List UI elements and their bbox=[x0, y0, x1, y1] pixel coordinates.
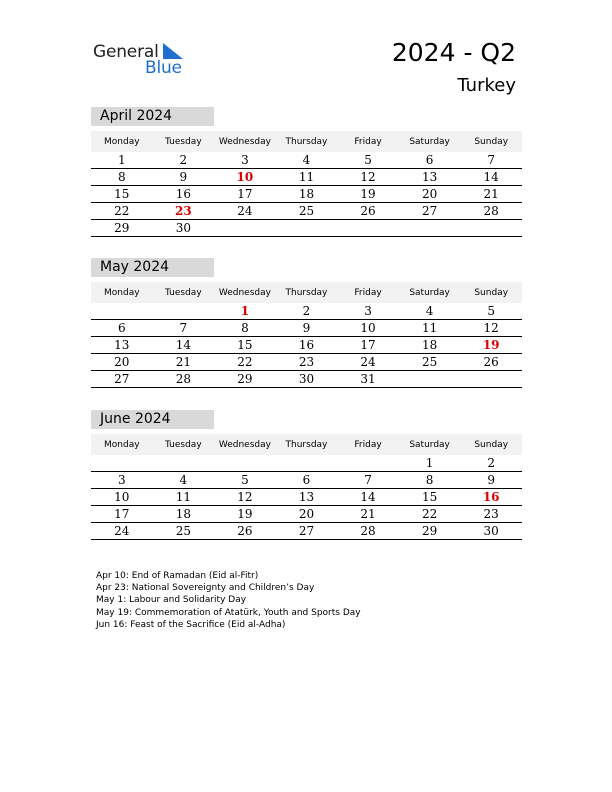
day-cell: 1 bbox=[91, 152, 153, 169]
day-cell: 14 bbox=[337, 489, 399, 506]
day-cell: 5 bbox=[337, 152, 399, 169]
day-cell: 25 bbox=[399, 354, 461, 371]
day-cell: 19 bbox=[337, 186, 399, 203]
day-cell: 1 bbox=[399, 455, 461, 472]
empty-day-cell bbox=[460, 371, 522, 388]
day-cell: 14 bbox=[460, 169, 522, 186]
day-cell: 21 bbox=[337, 506, 399, 523]
day-cell: 13 bbox=[91, 337, 153, 354]
holiday-day-cell: 16 bbox=[460, 489, 522, 506]
day-cell: 9 bbox=[460, 472, 522, 489]
day-cell: 7 bbox=[460, 152, 522, 169]
empty-day-cell bbox=[399, 371, 461, 388]
weekday-label: Thursday bbox=[276, 131, 338, 152]
day-cell: 5 bbox=[214, 472, 276, 489]
day-cell: 4 bbox=[153, 472, 215, 489]
day-cell: 26 bbox=[460, 354, 522, 371]
weekday-label: Wednesday bbox=[214, 131, 276, 152]
weekday-label: Tuesday bbox=[153, 434, 215, 455]
generalblue-logo bbox=[93, 40, 193, 80]
holiday-note: Apr 10: End of Ramadan (Eid al-Fitr) bbox=[96, 571, 259, 581]
day-cell: 29 bbox=[214, 371, 276, 388]
holiday-day-cell: 19 bbox=[460, 337, 522, 354]
day-cell: 24 bbox=[337, 354, 399, 371]
day-cell: 15 bbox=[399, 489, 461, 506]
day-cell: 8 bbox=[91, 169, 153, 186]
week-row bbox=[91, 303, 522, 320]
day-cell: 17 bbox=[214, 186, 276, 203]
weekday-label: Thursday bbox=[276, 282, 338, 303]
weekday-label: Sunday bbox=[460, 131, 522, 152]
weekday-label: Friday bbox=[337, 131, 399, 152]
country-label: Turkey bbox=[457, 75, 516, 96]
week-row bbox=[91, 169, 522, 186]
day-cell: 18 bbox=[276, 186, 338, 203]
day-cell: 3 bbox=[214, 152, 276, 169]
day-cell: 9 bbox=[276, 320, 338, 337]
day-cell: 4 bbox=[399, 303, 461, 320]
weekday-label: Sunday bbox=[460, 282, 522, 303]
day-cell: 31 bbox=[337, 371, 399, 388]
day-cell: 29 bbox=[399, 523, 461, 540]
day-cell: 8 bbox=[214, 320, 276, 337]
week-row bbox=[91, 506, 522, 523]
month-grid bbox=[91, 131, 522, 237]
day-cell: 11 bbox=[276, 169, 338, 186]
month-calendar bbox=[91, 410, 522, 540]
day-cell: 15 bbox=[91, 186, 153, 203]
day-cell: 2 bbox=[153, 152, 215, 169]
month-grid bbox=[91, 282, 522, 388]
day-cell: 27 bbox=[276, 523, 338, 540]
day-cell: 5 bbox=[460, 303, 522, 320]
day-cell: 21 bbox=[153, 354, 215, 371]
month-title: May 2024 bbox=[91, 258, 214, 277]
week-row bbox=[91, 186, 522, 203]
day-cell: 12 bbox=[214, 489, 276, 506]
day-cell: 22 bbox=[91, 203, 153, 220]
day-cell: 17 bbox=[91, 506, 153, 523]
day-cell: 2 bbox=[276, 303, 338, 320]
week-row bbox=[91, 203, 522, 220]
day-cell: 10 bbox=[91, 489, 153, 506]
day-cell: 6 bbox=[276, 472, 338, 489]
day-cell: 11 bbox=[153, 489, 215, 506]
day-cell: 22 bbox=[399, 506, 461, 523]
weekday-header-row bbox=[91, 131, 522, 152]
empty-day-cell bbox=[153, 455, 215, 472]
empty-day-cell bbox=[337, 455, 399, 472]
weekday-label: Saturday bbox=[399, 434, 461, 455]
day-cell: 13 bbox=[399, 169, 461, 186]
month-calendar bbox=[91, 107, 522, 237]
day-cell: 3 bbox=[91, 472, 153, 489]
week-row bbox=[91, 523, 522, 540]
page-title: 2024 - Q2 bbox=[391, 38, 516, 67]
day-cell: 21 bbox=[460, 186, 522, 203]
day-cell: 24 bbox=[214, 203, 276, 220]
empty-day-cell bbox=[337, 220, 399, 237]
holiday-note: Apr 23: National Sovereignty and Children’s Day bbox=[96, 583, 315, 594]
weekday-label: Tuesday bbox=[153, 131, 215, 152]
day-cell: 28 bbox=[460, 203, 522, 220]
day-cell: 20 bbox=[399, 186, 461, 203]
day-cell: 30 bbox=[276, 371, 338, 388]
day-cell: 7 bbox=[153, 320, 215, 337]
day-cell: 12 bbox=[460, 320, 522, 337]
day-cell: 30 bbox=[460, 523, 522, 540]
day-cell: 6 bbox=[91, 320, 153, 337]
day-cell: 16 bbox=[153, 186, 215, 203]
weekday-label: Monday bbox=[91, 434, 153, 455]
weekday-label: Saturday bbox=[399, 282, 461, 303]
day-cell: 27 bbox=[399, 203, 461, 220]
week-row bbox=[91, 320, 522, 337]
day-cell: 15 bbox=[214, 337, 276, 354]
week-row bbox=[91, 489, 522, 506]
day-cell: 22 bbox=[214, 354, 276, 371]
week-row bbox=[91, 152, 522, 169]
day-cell: 28 bbox=[337, 523, 399, 540]
holiday-note: May 1: Labour and Solidarity Day bbox=[96, 595, 247, 606]
holiday-day-cell: 23 bbox=[153, 203, 215, 220]
day-cell: 29 bbox=[91, 220, 153, 237]
day-cell: 6 bbox=[399, 152, 461, 169]
weekday-label: Saturday bbox=[399, 131, 461, 152]
day-cell: 4 bbox=[276, 152, 338, 169]
holiday-notes bbox=[96, 570, 361, 631]
weekday-label: Tuesday bbox=[153, 282, 215, 303]
day-cell: 19 bbox=[214, 506, 276, 523]
weekday-label: Friday bbox=[337, 282, 399, 303]
week-row bbox=[91, 371, 522, 388]
day-cell: 23 bbox=[276, 354, 338, 371]
day-cell: 14 bbox=[153, 337, 215, 354]
weekday-label: Sunday bbox=[460, 434, 522, 455]
day-cell: 16 bbox=[276, 337, 338, 354]
weekday-label: Monday bbox=[91, 131, 153, 152]
week-row bbox=[91, 220, 522, 237]
holiday-day-cell: 10 bbox=[214, 169, 276, 186]
day-cell: 30 bbox=[153, 220, 215, 237]
empty-day-cell bbox=[214, 220, 276, 237]
weekday-label: Friday bbox=[337, 434, 399, 455]
day-cell: 20 bbox=[91, 354, 153, 371]
day-cell: 2 bbox=[460, 455, 522, 472]
day-cell: 17 bbox=[337, 337, 399, 354]
empty-day-cell bbox=[91, 303, 153, 320]
day-cell: 25 bbox=[276, 203, 338, 220]
day-cell: 26 bbox=[214, 523, 276, 540]
empty-day-cell bbox=[91, 455, 153, 472]
day-cell: 27 bbox=[91, 371, 153, 388]
day-cell: 20 bbox=[276, 506, 338, 523]
logo-triangle-icon bbox=[163, 43, 183, 59]
day-cell: 26 bbox=[337, 203, 399, 220]
empty-day-cell bbox=[399, 220, 461, 237]
holiday-note: Jun 16: Feast of the Sacrifice (Eid al-Adha) bbox=[96, 619, 286, 630]
month-title: June 2024 bbox=[91, 410, 214, 429]
week-row bbox=[91, 337, 522, 354]
holiday-note: May 19: Commemoration of Atatürk, Youth and Sports Day bbox=[96, 607, 361, 618]
week-row bbox=[91, 354, 522, 371]
day-cell: 3 bbox=[337, 303, 399, 320]
day-cell: 9 bbox=[153, 169, 215, 186]
empty-day-cell bbox=[153, 303, 215, 320]
day-cell: 18 bbox=[399, 337, 461, 354]
empty-day-cell bbox=[214, 455, 276, 472]
day-cell: 25 bbox=[153, 523, 215, 540]
month-title: April 2024 bbox=[91, 107, 214, 126]
month-calendar bbox=[91, 258, 522, 388]
logo-text-blue: Blue bbox=[145, 58, 182, 78]
day-cell: 7 bbox=[337, 472, 399, 489]
weekday-label: Wednesday bbox=[214, 282, 276, 303]
logo-text-general: General bbox=[93, 42, 159, 62]
empty-day-cell bbox=[276, 455, 338, 472]
weekday-header-row bbox=[91, 282, 522, 303]
day-cell: 12 bbox=[337, 169, 399, 186]
weekday-label: Wednesday bbox=[214, 434, 276, 455]
day-cell: 8 bbox=[399, 472, 461, 489]
empty-day-cell bbox=[276, 220, 338, 237]
day-cell: 23 bbox=[460, 506, 522, 523]
day-cell: 28 bbox=[153, 371, 215, 388]
empty-day-cell bbox=[460, 220, 522, 237]
day-cell: 10 bbox=[337, 320, 399, 337]
holiday-day-cell: 1 bbox=[214, 303, 276, 320]
weekday-header-row bbox=[91, 434, 522, 455]
day-cell: 24 bbox=[91, 523, 153, 540]
month-grid bbox=[91, 434, 522, 540]
week-row bbox=[91, 472, 522, 489]
day-cell: 18 bbox=[153, 506, 215, 523]
weekday-label: Thursday bbox=[276, 434, 338, 455]
week-row bbox=[91, 455, 522, 472]
weekday-label: Monday bbox=[91, 282, 153, 303]
day-cell: 13 bbox=[276, 489, 338, 506]
day-cell: 11 bbox=[399, 320, 461, 337]
